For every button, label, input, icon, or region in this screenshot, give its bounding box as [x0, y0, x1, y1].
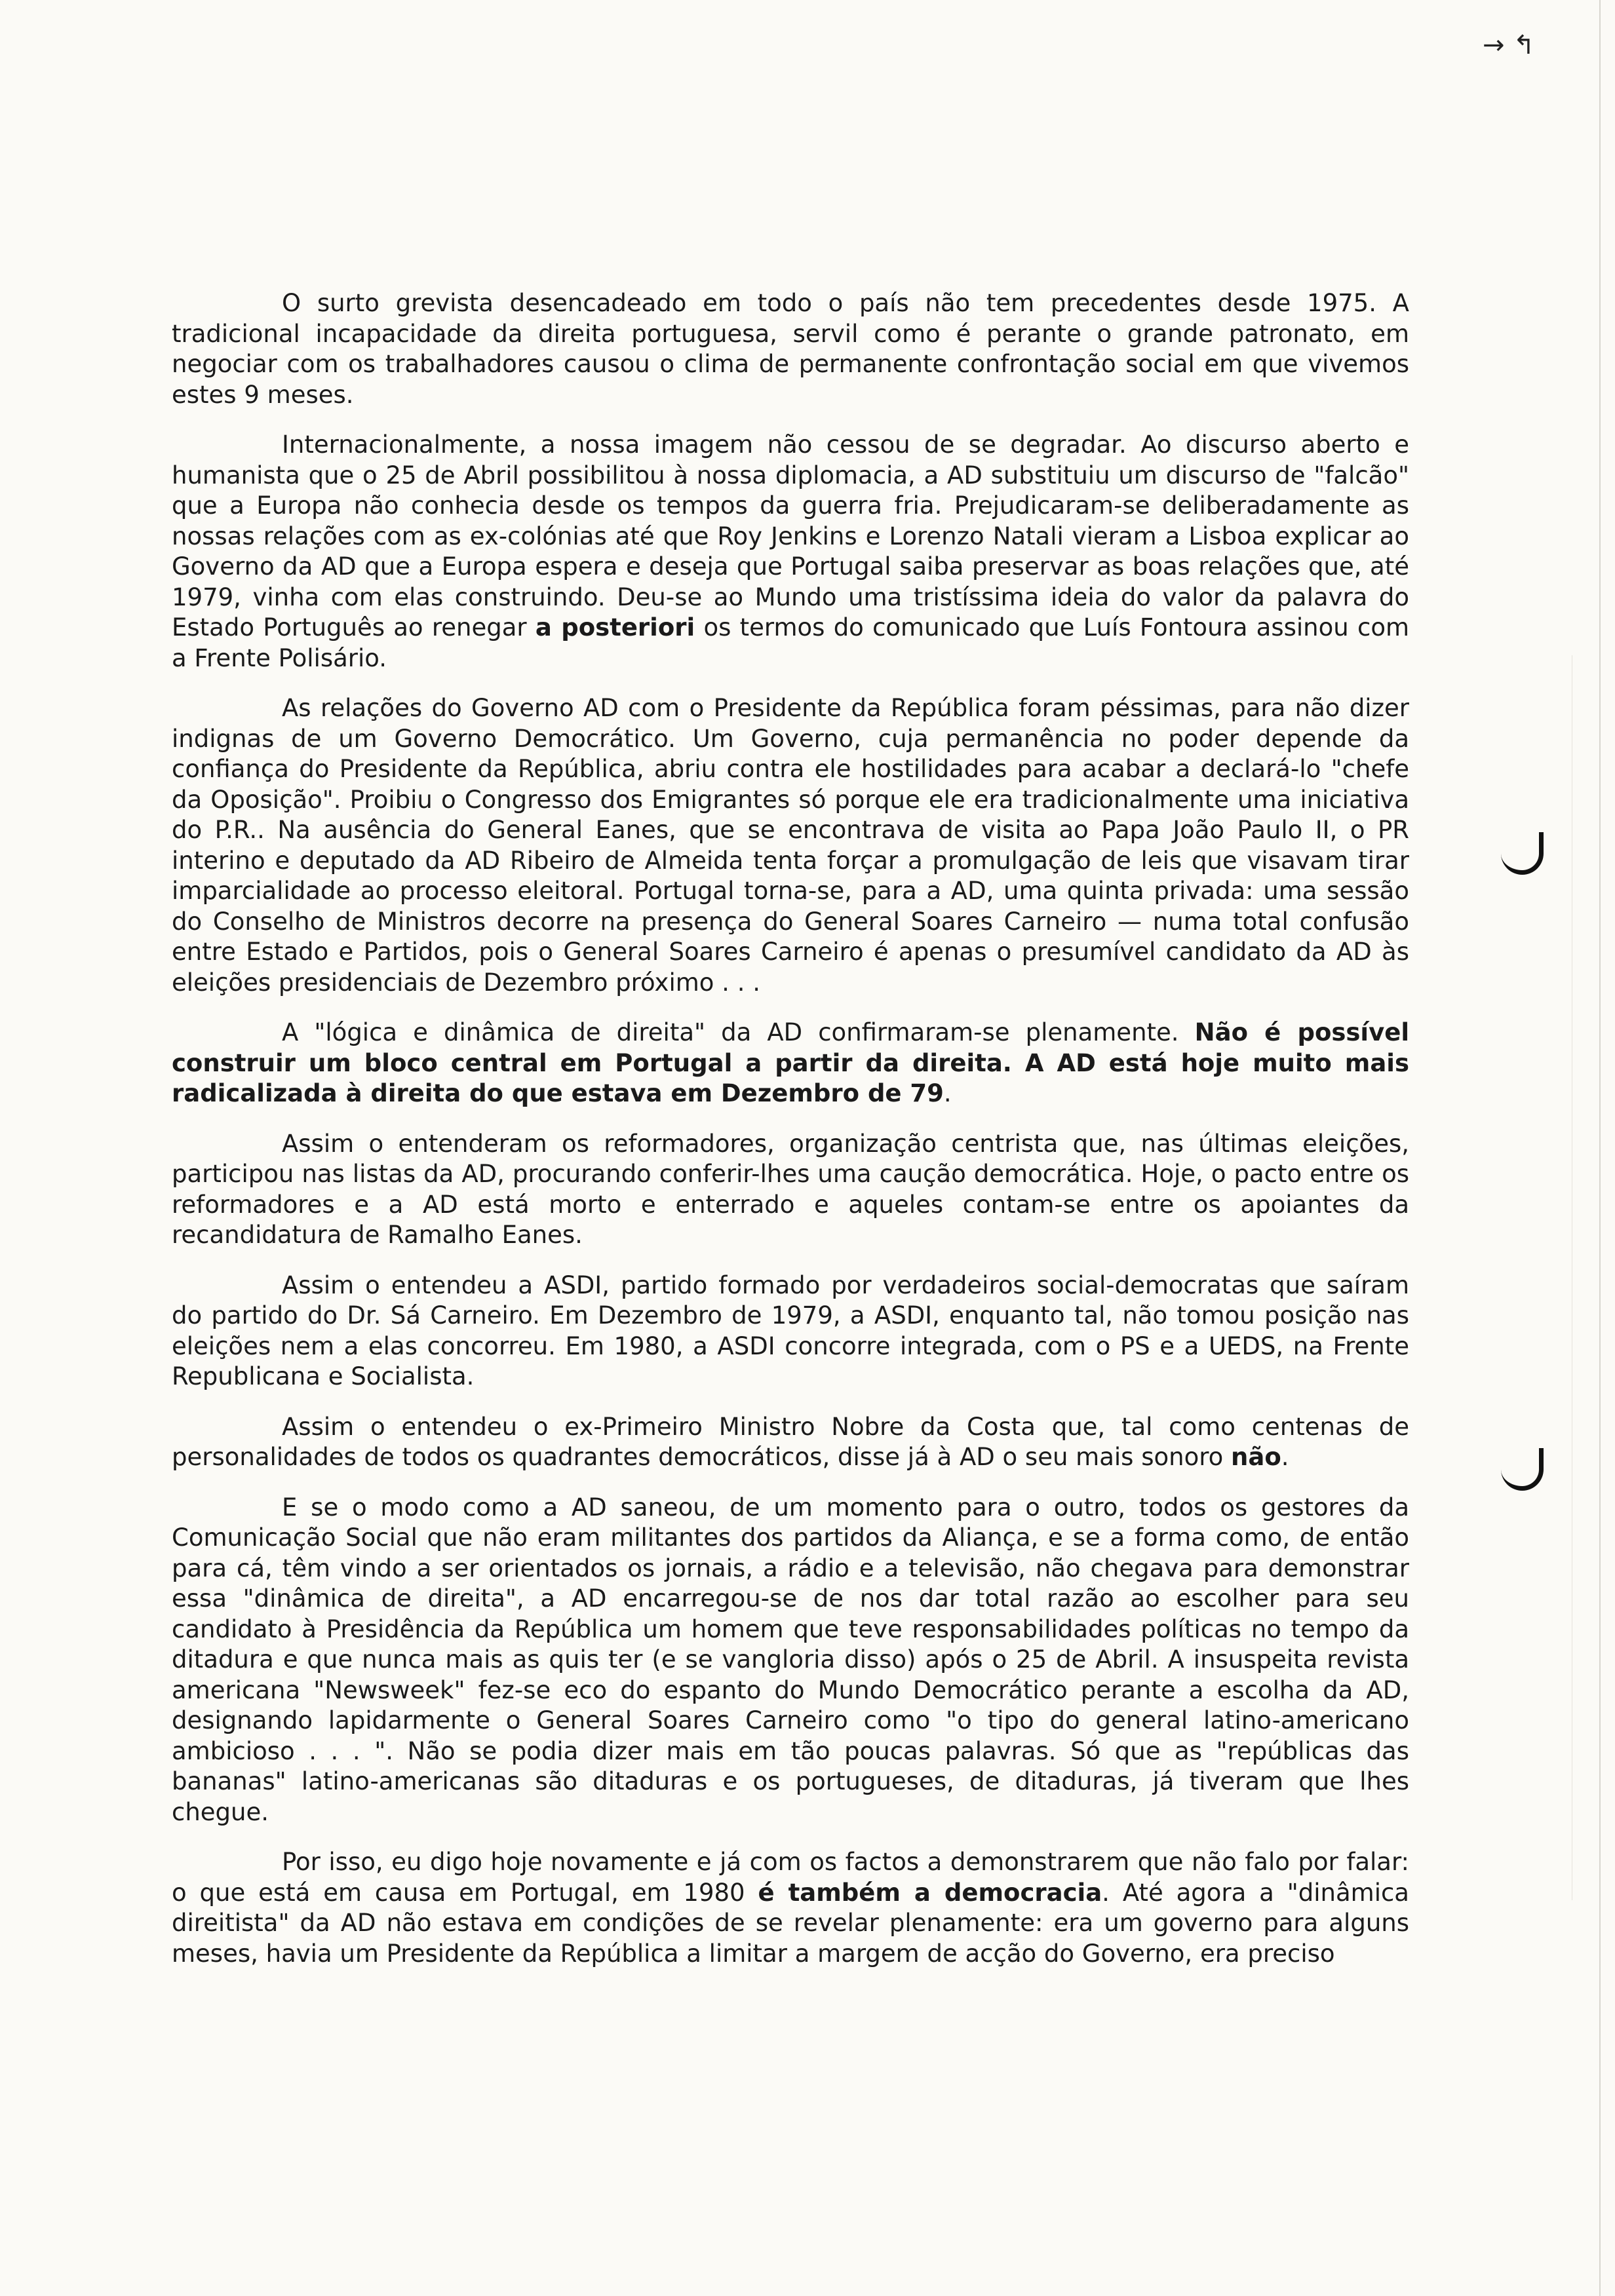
text-segment: As relações do Governo AD com o Presidente da República foram péssimas, para não dizer indignas de um Governo Democrático. Um Governo, cuja permanência no poder depende da confiança do Presidente da República, abriu contra ele hostilidades para acabar a declará-lo "chefe da Oposição". Proibiu o Congresso dos Emigrantes só porque ele era tradicionalmente uma iniciativa do P.R.. Na ausência do General Eanes, que se encontrava de visita ao Papa João Paulo II, o PR interino e deputado da AD Ribeiro de Almeida tenta forçar a promulgação de leis que visavam tirar imparcialidade ao processo eleitoral. Portugal torna-se, para a AD, uma quinta privada: uma sessão do Conselho de Ministros decorre na presença do General Soares Carneiro — numa total confusão entre Estado e Partidos, pois o General Soares Carneiro é apenas o presumível candidato da AD às eleições presidenciais de Dezembro próximo . . . [172, 694, 1409, 997]
text-segment: Assim o entenderam os reformadores, organização centrista que, nas últimas eleições, participou nas listas da AD, procurando conferir-lhes uma caução democrática. Hoje, o pacto entre os reformadores e a AD está morto e enterrado e aqueles contam-se entre os apoiantes da recandidatura de Ramalho Eanes. [172, 1129, 1409, 1249]
text-segment: . Até agora a "dinâmica direitista" da AD não estava em condições de se revelar plenamente: era um governo para alguns meses, havia um Presidente da República a limitar a margem de acção do Governo, era preciso [172, 1878, 1409, 1968]
text-segment: Internacionalmente, a nossa imagem não cessou de se degradar. Ao discurso aberto e humanista que o 25 de Abril possibilitou à nossa diplomacia, a AD substituiu um discurso de "falcão" que a Europa não conhecia desde os tempos da guerra fria. Prejudicaram-se deliberadamente as nossas relações com as ex-colónias até que Roy Jenkins e Lorenzo Natali vieram a Lisboa explicar ao Governo da AD que a Europa espera e deseja que Portugal saiba preservar as boas relações que, até 1979, vinha com elas construindo. Deu-se ao Mundo uma tristíssima ideia do valor da palavra do Estado Português ao renegar [172, 430, 1409, 641]
paragraph-p2 [172, 430, 1409, 674]
paragraph-p7 [172, 1412, 1409, 1473]
binding-edge-line [1599, 0, 1601, 2296]
margin-tick-mark [1501, 832, 1544, 875]
paragraph-p9 [172, 1847, 1409, 1969]
text-segment: O surto grevista desencadeado em todo o país não tem precedentes desde 1975. A tradicional incapacidade da direita portuguesa, servil como é perante o grande patronato, em negociar com os trabalhadores causou o clima de permanente confrontação social em que vivemos estes 9 meses. [172, 289, 1409, 409]
paragraph-p6 [172, 1271, 1409, 1392]
margin-tick-mark [1501, 1448, 1544, 1491]
text-segment: Assim o entendeu o ex-Primeiro Ministro Nobre da Costa que, tal como centenas de personalidades de todos os quadrantes democráticos, disse já à AD o seu mais sonoro [172, 1412, 1409, 1471]
text-segment: Por isso, eu digo hoje novamente e já com os factos a demonstrarem que não falo por falar: o que está em causa em Portugal, em 1980 [172, 1848, 1409, 1907]
paragraph-p4 [172, 1018, 1409, 1109]
text-segment: os termos do comunicado que Luís Fontoura assinou com a Frente Polisário. [172, 613, 1410, 672]
bold-text-segment: é também a democracia [758, 1878, 1102, 1907]
paragraph-p8 [172, 1493, 1409, 1828]
paragraph-p1 [172, 288, 1409, 410]
text-segment: . [943, 1079, 952, 1107]
text-segment: Assim o entendeu a ASDI, partido formado por verdadeiros social-democratas que saíram do partido do Dr. Sá Carneiro. Em Dezembro de 1979, a ASDI, enquanto tal, não tomou posição nas eleições nem a elas concorreu. Em 1980, a ASDI concorre integrada, com o PS e a UEDS, na Frente Republicana e Socialista. [172, 1271, 1409, 1390]
text-segment: E se o modo como a AD saneou, de um momento para o outro, todos os gestores da Comunicação Social que não eram militantes dos partidos da Aliança, e se a forma como, de então para cá, têm vindo a ser orientados os jornais, a rádio e a televisão, não chegava para demonstrar essa "dinâmica de direita", a AD encarregou-se de nos dar total razão ao escolher para seu candidato à Presidência da República um homem que teve responsabilidades políticas no tempo da ditadura e que nunca mais as quis ter (e se vangloria disso) após o 25 de Abril. A insuspeita revista americana "Newsweek" fez-se eco do espanto do Mundo Democrático perante a escolha da AD, designando lapidarmente o General Soares Carneiro como "o tipo do general latino-americano ambicioso . . . ". Não se podia dizer mais em tão poucas palavras. Só que as "repúblicas das bananas" latino-americanas são ditaduras e os portugueses, de ditaduras, já tiveram que lhes chegue. [172, 1493, 1409, 1826]
text-segment: A "lógica e dinâmica de direita" da AD confirmaram-se plenamente. [282, 1018, 1195, 1046]
text-segment: . [1281, 1443, 1289, 1471]
document-body [172, 288, 1409, 1989]
bold-text-segment: Não é possível construir um bloco central em Portugal a partir da direita. A AD está hoje muito mais radicalizada à direita do que estava em Dezembro de 79 [172, 1018, 1409, 1107]
paragraph-p5 [172, 1129, 1409, 1251]
handwritten-corner-mark: → ↰ [1483, 30, 1535, 60]
paragraph-p3 [172, 693, 1409, 998]
bold-text-segment: a posteriori [535, 613, 695, 641]
bold-text-segment: não [1231, 1443, 1281, 1471]
